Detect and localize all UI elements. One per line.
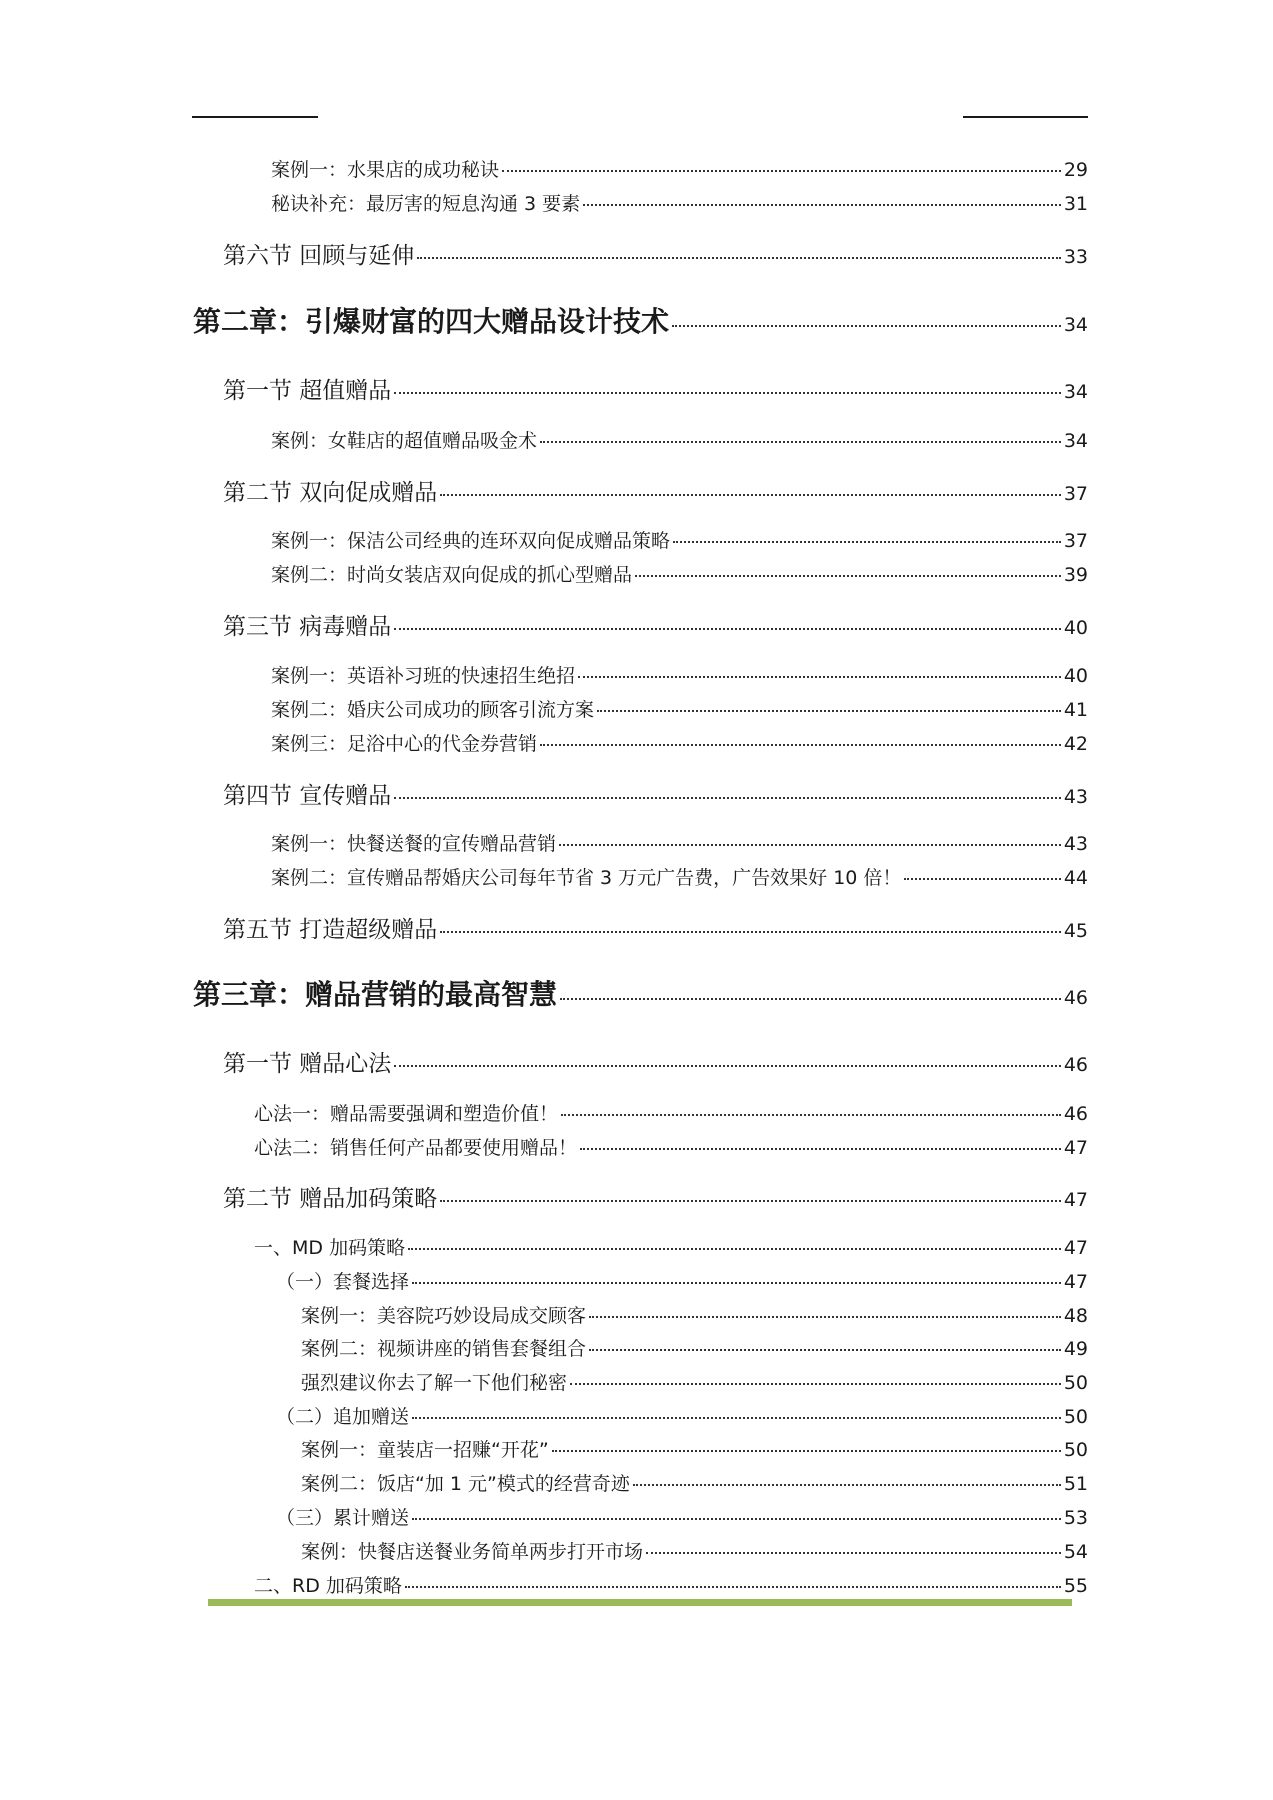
toc-entry[interactable]: [301, 1469, 1088, 1496]
toc-entry-page: 47: [1063, 1137, 1088, 1159]
dot-leader: [394, 797, 1061, 799]
toc-entry[interactable]: [301, 1435, 1088, 1462]
dot-leader: [405, 1586, 1061, 1588]
toc-entry[interactable]: [254, 1571, 1088, 1598]
toc-entry[interactable]: [271, 729, 1088, 756]
toc-entry[interactable]: [254, 1233, 1088, 1260]
toc-entry-page: 46: [1063, 1103, 1088, 1125]
toc-entry-page: 55: [1063, 1575, 1088, 1597]
toc-entry-label: 案例二：时尚女装店双向促成的抓心型赠品: [271, 564, 633, 586]
dot-leader: [672, 325, 1061, 327]
dot-leader: [440, 931, 1061, 933]
dot-leader: [904, 878, 1060, 880]
dot-leader: [633, 1484, 1061, 1486]
toc-entry-label: 第三节 病毒赠品: [223, 614, 392, 640]
toc-entry-label: 强烈建议你去了解一下他们秘密: [301, 1372, 568, 1394]
toc-entry-page: 43: [1063, 786, 1088, 808]
dot-leader: [440, 1200, 1061, 1202]
toc-entry-label: （二）追加赠送: [276, 1406, 410, 1428]
toc-entry[interactable]: [271, 829, 1088, 856]
toc-entry-page: 31: [1063, 193, 1088, 215]
toc-entry-page: 43: [1063, 833, 1088, 855]
toc-entry-label: 第二节 赠品加码策略: [223, 1186, 438, 1212]
toc-chapter[interactable]: [193, 973, 1088, 1013]
toc-entry-label: 一、MD 加码策略: [254, 1237, 406, 1259]
dot-leader: [540, 744, 1061, 746]
toc-entry-page: 34: [1063, 314, 1088, 336]
toc-entry[interactable]: [276, 1503, 1088, 1530]
toc-entry[interactable]: [223, 474, 1088, 507]
dot-leader: [578, 676, 1061, 678]
toc-entry[interactable]: [271, 560, 1088, 587]
toc-entry[interactable]: [271, 526, 1088, 553]
toc-entry-page: 47: [1063, 1189, 1088, 1211]
toc-entry-label: 秘诀补充：最厉害的短息沟通 3 要素: [271, 193, 581, 215]
toc-entry-label: 第二节 双向促成赠品: [223, 480, 438, 506]
toc-entry-label: 案例：女鞋店的超值赠品吸金术: [271, 430, 538, 452]
dot-leader: [394, 1065, 1061, 1067]
toc-entry[interactable]: [254, 1133, 1088, 1160]
toc-entry[interactable]: [223, 777, 1088, 810]
dot-leader: [412, 1417, 1061, 1419]
toc-entry-label: 心法二：销售任何产品都要使用赠品！: [254, 1137, 578, 1159]
toc-entry-page: 50: [1063, 1406, 1088, 1428]
toc-entry[interactable]: [301, 1334, 1088, 1361]
dot-leader: [560, 998, 1061, 1000]
dot-leader: [552, 1450, 1061, 1452]
dot-leader: [394, 628, 1061, 630]
dot-leader: [673, 541, 1061, 543]
toc-entry-label: 案例：快餐店送餐业务简单两步打开市场: [301, 1541, 644, 1563]
toc-entry-label: 案例二：婚庆公司成功的顾客引流方案: [271, 699, 595, 721]
toc-entry[interactable]: [271, 661, 1088, 688]
toc-entry-page: 40: [1063, 617, 1088, 639]
dot-leader: [580, 1148, 1061, 1150]
toc-entry-label: 第五节 打造超级赠品: [223, 917, 438, 943]
toc-entry-label: 案例二：宣传赠品帮婚庆公司每年节省 3 万元广告费，广告效果好 10 倍！: [271, 867, 902, 889]
toc-entry-page: 47: [1063, 1271, 1088, 1293]
toc-entry[interactable]: [271, 863, 1088, 890]
dot-leader: [440, 494, 1061, 496]
dot-leader: [502, 170, 1061, 172]
toc-entry-page: 42: [1063, 733, 1088, 755]
toc-entry[interactable]: [301, 1537, 1088, 1564]
dot-leader: [583, 204, 1061, 206]
footer-accent-rule: [208, 1599, 1072, 1606]
toc-entry-label: 案例二：饭店“加 1 元”模式的经营奇迹: [301, 1473, 630, 1495]
toc-entry-label: 第一节 赠品心法: [223, 1051, 392, 1077]
toc-entry-page: 39: [1063, 564, 1088, 586]
toc-entry-page: 46: [1063, 987, 1088, 1009]
dot-leader: [635, 575, 1061, 577]
toc-entry-page: 47: [1063, 1237, 1088, 1259]
dot-leader: [589, 1349, 1061, 1351]
toc-entry[interactable]: [271, 155, 1088, 182]
toc-entry[interactable]: [301, 1301, 1088, 1328]
toc-entry-page: 50: [1063, 1439, 1088, 1461]
toc-entry-page: 41: [1063, 699, 1088, 721]
dot-leader: [412, 1518, 1061, 1520]
toc-entry-label: 案例三：足浴中心的代金券营销: [271, 733, 538, 755]
toc-entry-label: 案例一：保洁公司经典的连环双向促成赠品策略: [271, 530, 671, 552]
toc-entry[interactable]: [276, 1402, 1088, 1429]
dot-leader: [559, 844, 1061, 846]
toc-entry-label: 第二章：引爆财富的四大赠品设计技术: [193, 305, 670, 338]
dot-leader: [597, 710, 1061, 712]
toc-entry-label: 第四节 宣传赠品: [223, 783, 392, 809]
toc-entry-label: （一）套餐选择: [276, 1271, 410, 1293]
dot-leader: [412, 1282, 1061, 1284]
toc-entry[interactable]: [254, 1099, 1088, 1126]
toc-entry-page: 44: [1063, 867, 1088, 889]
dot-leader: [408, 1248, 1061, 1250]
toc-entry[interactable]: [223, 911, 1088, 944]
toc-entry-label: 案例一：童装店一招赚“开花”: [301, 1439, 549, 1461]
toc-entry-label: 第一节 超值赠品: [223, 378, 392, 404]
toc-chapter[interactable]: [193, 300, 1088, 340]
toc-entry[interactable]: [223, 237, 1088, 270]
dot-leader: [394, 392, 1061, 394]
toc-entry-page: 50: [1063, 1372, 1088, 1394]
toc-entry-page: 33: [1063, 246, 1088, 268]
toc-entry[interactable]: [271, 695, 1088, 722]
toc-entry[interactable]: [271, 426, 1088, 453]
toc-entry[interactable]: [223, 1045, 1088, 1078]
dot-leader: [561, 1114, 1061, 1116]
toc-entry-label: 第三章：赠品营销的最高智慧: [193, 978, 558, 1011]
dot-leader: [540, 441, 1061, 443]
toc-entry-label: 案例一：英语补习班的快速招生绝招: [271, 665, 576, 687]
toc-entry-page: 51: [1063, 1473, 1088, 1495]
toc-entry-label: 案例二：视频讲座的销售套餐组合: [301, 1338, 587, 1360]
dot-leader: [570, 1383, 1061, 1385]
toc-entry-label: 案例一：水果店的成功秘诀: [271, 159, 500, 181]
toc-entry-page: 37: [1063, 483, 1088, 505]
toc-entry-label: （三）累计赠送: [276, 1507, 410, 1529]
toc-entry[interactable]: [301, 1368, 1088, 1395]
toc-entry-page: 45: [1063, 920, 1088, 942]
toc-entry-label: 心法一：赠品需要强调和塑造价值！: [254, 1103, 559, 1125]
toc-entry-page: 46: [1063, 1054, 1088, 1076]
toc-entry-label: 二、RD 加码策略: [254, 1575, 402, 1597]
dot-leader: [589, 1316, 1061, 1318]
toc-entry[interactable]: [276, 1267, 1088, 1294]
toc-entry-page: 37: [1063, 530, 1088, 552]
dot-leader: [646, 1552, 1061, 1554]
toc-entry-page: 29: [1063, 159, 1088, 181]
toc-entry-label: 案例一：快餐送餐的宣传赠品营销: [271, 833, 557, 855]
toc-entry-page: 34: [1063, 381, 1088, 403]
toc-entry-page: 54: [1063, 1541, 1088, 1563]
toc-entry[interactable]: [223, 1180, 1088, 1213]
toc-entry-page: 34: [1063, 430, 1088, 452]
toc-entry-page: 49: [1063, 1338, 1088, 1360]
toc-entry[interactable]: [271, 189, 1088, 216]
toc-entry[interactable]: [223, 372, 1088, 405]
toc-entry-label: 案例一：美容院巧妙设局成交顾客: [301, 1305, 587, 1327]
dot-leader: [417, 257, 1061, 259]
toc-entry-label: 第六节 回顾与延伸: [223, 243, 415, 269]
toc-entry-page: 53: [1063, 1507, 1088, 1529]
toc-entry-page: 40: [1063, 665, 1088, 687]
toc-entry[interactable]: [223, 608, 1088, 641]
toc-entry-page: 48: [1063, 1305, 1088, 1327]
